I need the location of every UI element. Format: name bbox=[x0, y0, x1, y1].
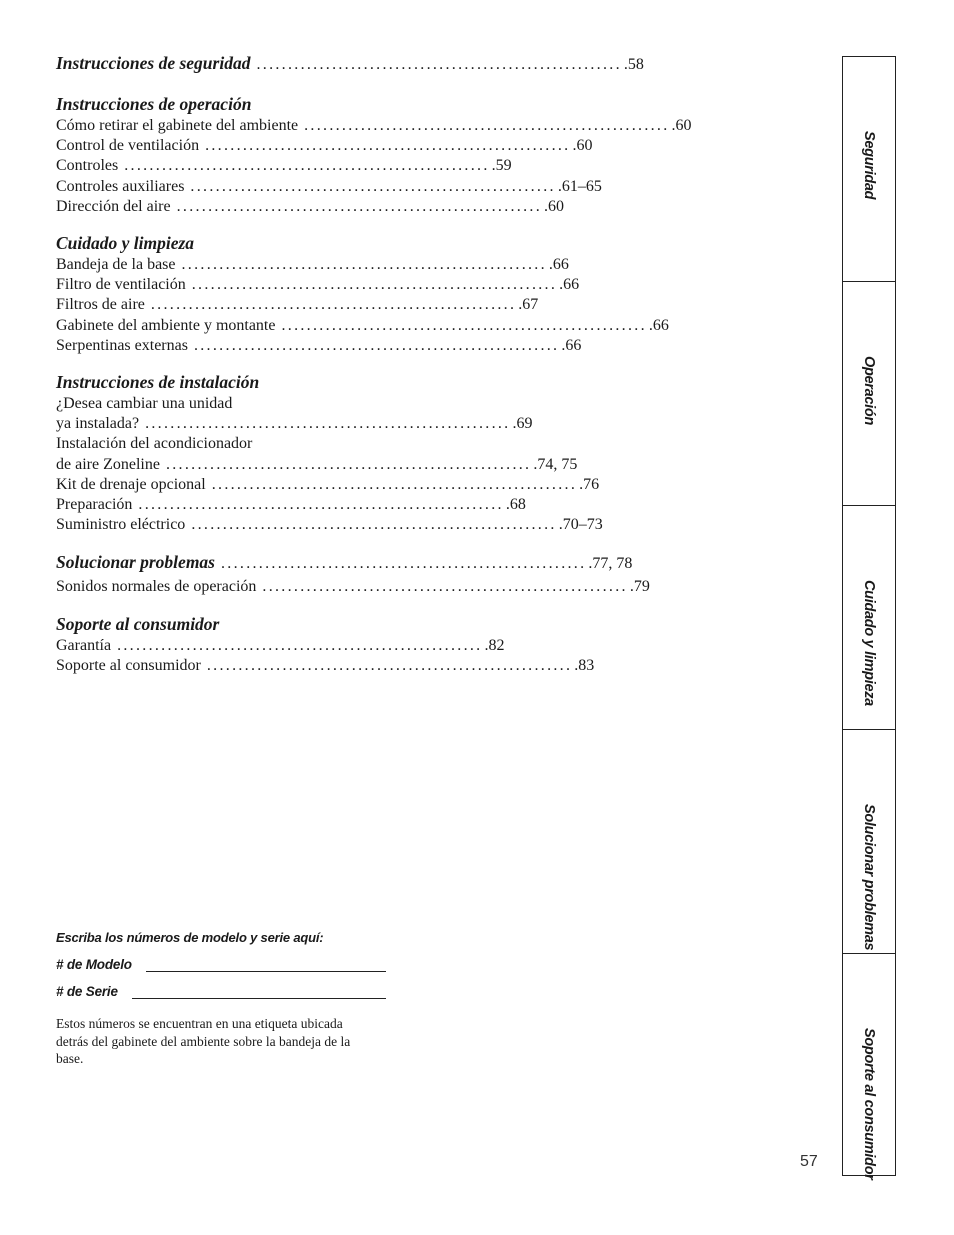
model-number-label: # de Modelo bbox=[56, 957, 132, 972]
model-number-field[interactable] bbox=[56, 957, 386, 972]
toc-entry[interactable] bbox=[56, 316, 669, 336]
toc-entry[interactable] bbox=[56, 455, 578, 475]
toc-section-title: Instrucciones de operación bbox=[56, 94, 252, 114]
toc-entry-label: Garantía bbox=[56, 636, 112, 654]
model-serial-title: Escriba los números de modelo y serie aquí: bbox=[56, 930, 324, 945]
toc-entry[interactable] bbox=[56, 336, 582, 356]
toc-section-heading[interactable] bbox=[56, 231, 376, 255]
toc-page-number: .69 bbox=[512, 415, 533, 433]
toc-page-number: .61–65 bbox=[557, 177, 602, 195]
dot-leader: .......................................................... bbox=[256, 56, 622, 73]
dot-leader: .......................................................... bbox=[190, 177, 556, 195]
toc-entry[interactable] bbox=[56, 116, 692, 136]
section-tab-label: Solucionar problemas bbox=[861, 804, 877, 951]
toc-page-number: .66 bbox=[648, 316, 669, 334]
toc-entry[interactable] bbox=[56, 394, 376, 414]
section-tab[interactable] bbox=[843, 953, 895, 1180]
toc-section-title: Instrucciones de seguridad bbox=[56, 53, 251, 73]
toc-entry[interactable] bbox=[56, 197, 565, 217]
toc-section bbox=[56, 92, 692, 217]
toc-page-number: .67 bbox=[518, 296, 539, 314]
toc-page-number: .60 bbox=[544, 197, 565, 215]
toc-entry[interactable] bbox=[56, 577, 650, 597]
dot-leader: .......................................................... bbox=[181, 256, 547, 274]
toc-entry-label: Control de ventilación bbox=[56, 137, 200, 155]
section-tab[interactable] bbox=[843, 281, 895, 505]
section-tab-label: Soporte al consumidor bbox=[861, 1028, 877, 1180]
toc-entry-label: Serpentinas externas bbox=[56, 336, 188, 354]
dot-leader: .......................................................... bbox=[117, 636, 483, 654]
section-tab-label: Cuidado y limpieza bbox=[861, 580, 877, 706]
dot-leader: .......................................................... bbox=[176, 197, 543, 215]
dot-leader: .......................................................... bbox=[150, 296, 517, 314]
model-serial-note: Estos números se encuentran en una etiqueta ubicada detrás del gabinete del ambiente sobre la bandeja de la base. bbox=[56, 1016, 351, 1066]
toc-page-number: .66 bbox=[561, 336, 582, 354]
dot-leader: .......................................................... bbox=[191, 516, 557, 534]
toc-entry-label: Instalación del acondicionador bbox=[56, 435, 253, 453]
toc-entry-label: Suministro eléctrico bbox=[56, 516, 186, 534]
toc-section bbox=[56, 50, 644, 78]
page-number: 57 bbox=[800, 1153, 818, 1170]
dot-leader: .......................................................... bbox=[165, 455, 532, 473]
dot-leader: .......................................................... bbox=[193, 336, 560, 354]
dot-leader: .......................................................... bbox=[211, 475, 578, 493]
toc-entry-label: Kit de drenaje opcional bbox=[56, 475, 206, 493]
section-tab[interactable] bbox=[843, 505, 895, 729]
dot-leader: .......................................................... bbox=[205, 137, 571, 155]
toc-page-number: .60 bbox=[671, 117, 692, 134]
toc-section bbox=[56, 549, 650, 597]
toc-entry[interactable] bbox=[56, 434, 376, 454]
toc-section-heading[interactable] bbox=[56, 370, 376, 394]
toc-entry[interactable] bbox=[56, 636, 505, 656]
toc-entry-label: Preparación bbox=[56, 496, 133, 514]
toc-section-heading[interactable] bbox=[56, 50, 644, 78]
toc-entry[interactable] bbox=[56, 136, 593, 156]
model-serial-box bbox=[56, 930, 386, 1068]
toc-page-number: .79 bbox=[629, 578, 650, 596]
section-tab[interactable] bbox=[843, 729, 895, 953]
toc-entry-label: Controles bbox=[56, 157, 119, 175]
dot-leader: .......................................................... bbox=[304, 117, 670, 134]
toc-section-title: Instrucciones de instalación bbox=[56, 372, 260, 393]
serial-number-label: # de Serie bbox=[56, 984, 118, 999]
toc-entry-label: ya instalada? bbox=[56, 415, 140, 433]
section-tab[interactable] bbox=[843, 57, 895, 281]
toc-section-title: Solucionar problemas bbox=[56, 552, 215, 573]
toc-section bbox=[56, 612, 595, 676]
dot-leader: .......................................................... bbox=[262, 578, 628, 596]
toc-section-title: Cuidado y limpieza bbox=[56, 233, 195, 254]
toc-entry-label: Controles auxiliares bbox=[56, 177, 185, 195]
toc-entry[interactable] bbox=[56, 156, 512, 176]
toc-entry-label: Bandeja de la base bbox=[56, 256, 176, 274]
dot-leader: .......................................................... bbox=[281, 316, 647, 334]
toc-section bbox=[56, 231, 669, 356]
toc-entry[interactable] bbox=[56, 295, 539, 315]
section-tab-label: Operación bbox=[861, 356, 877, 426]
toc-entry-label: Sonidos normales de operación bbox=[56, 578, 257, 596]
toc-section-heading[interactable] bbox=[56, 549, 633, 577]
toc-entry-label: Dirección del aire bbox=[56, 197, 171, 215]
toc-section-heading[interactable] bbox=[56, 92, 376, 116]
toc-page-number: .59 bbox=[491, 157, 512, 175]
section-tabs bbox=[842, 56, 896, 1180]
toc-page-number: .58 bbox=[623, 56, 644, 73]
dot-leader: .......................................................... bbox=[145, 415, 511, 433]
toc-page-number: .60 bbox=[572, 137, 593, 155]
toc-entry[interactable] bbox=[56, 414, 533, 434]
toc-section bbox=[56, 370, 603, 535]
serial-number-field[interactable] bbox=[56, 984, 386, 999]
model-number-line[interactable] bbox=[146, 957, 386, 972]
dot-leader: .......................................................... bbox=[191, 276, 558, 294]
toc-entry-label: de aire Zoneline bbox=[56, 455, 160, 473]
toc-entry[interactable] bbox=[56, 495, 526, 515]
toc-page-number: .77, 78 bbox=[588, 555, 633, 573]
toc-section-heading[interactable] bbox=[56, 612, 376, 636]
toc-section-title: Soporte al consumidor bbox=[56, 613, 220, 634]
dot-leader: .......................................................... bbox=[138, 496, 504, 514]
toc-page-number: .66 bbox=[548, 256, 569, 274]
dot-leader: .......................................................... bbox=[206, 656, 573, 674]
toc-page-number: .70–73 bbox=[558, 516, 603, 534]
toc-entry[interactable] bbox=[56, 255, 569, 275]
dot-leader: .......................................................... bbox=[221, 555, 587, 573]
toc-entry[interactable] bbox=[56, 475, 600, 495]
toc-entry[interactable] bbox=[56, 656, 595, 676]
toc-entry-label: ¿Desea cambiar una unidad bbox=[56, 395, 233, 413]
toc-page-number: .82 bbox=[484, 636, 505, 654]
toc-page-number: .83 bbox=[574, 656, 595, 674]
toc-page-number: .68 bbox=[505, 496, 526, 514]
toc-page-number: .76 bbox=[579, 475, 600, 493]
serial-number-line[interactable] bbox=[132, 984, 386, 999]
toc-entry-label: Filtros de aire bbox=[56, 296, 145, 314]
toc-entry[interactable] bbox=[56, 177, 602, 197]
dot-leader: .......................................................... bbox=[124, 157, 490, 175]
toc-entry[interactable] bbox=[56, 515, 603, 535]
toc-entry[interactable] bbox=[56, 275, 580, 295]
toc-entry-label: Cómo retirar el gabinete del ambiente bbox=[56, 117, 299, 134]
toc-page-number: .66 bbox=[559, 276, 580, 294]
table-of-contents bbox=[56, 50, 692, 690]
toc-page-number: .74, 75 bbox=[533, 455, 578, 473]
toc-entry-label: Soporte al consumidor bbox=[56, 656, 201, 674]
toc-entry-label: Filtro de ventilación bbox=[56, 276, 186, 294]
section-tab-label: Seguridad bbox=[861, 131, 877, 200]
toc-entry-label: Gabinete del ambiente y montante bbox=[56, 316, 276, 334]
